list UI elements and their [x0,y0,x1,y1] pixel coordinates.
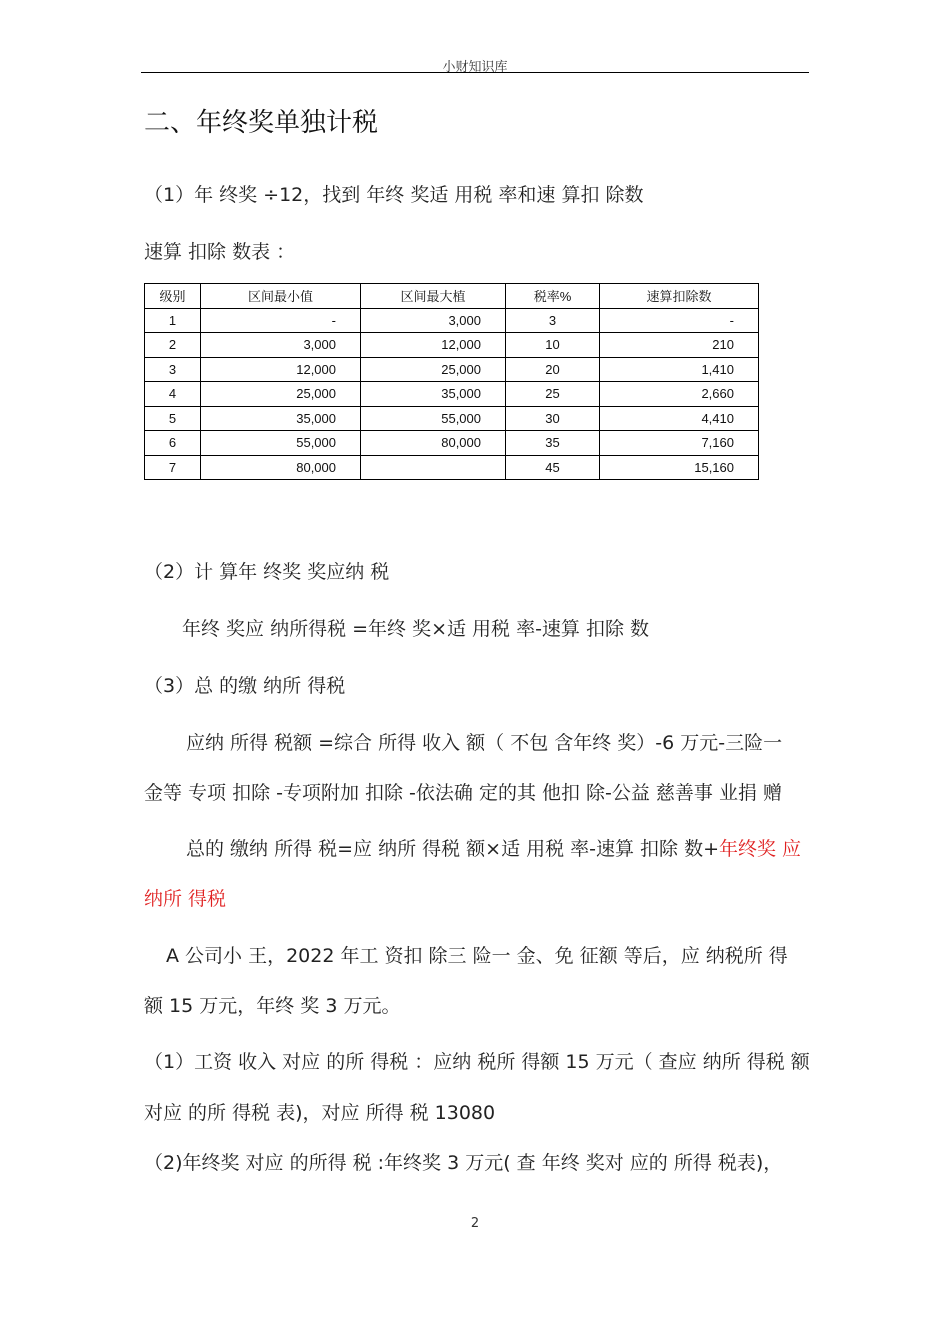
cell-quick-deduction: 1,410 [600,357,759,382]
table-row [145,431,759,456]
cell-range-min: 25,000 [201,382,361,407]
cell-tax-rate: 35 [506,431,600,456]
cell-range-max [361,455,506,480]
cell-level: 5 [145,406,201,431]
cell-level: 1 [145,308,201,333]
cell-range-max: 3,000 [361,308,506,333]
cell-quick-deduction: 2,660 [600,382,759,407]
example-step-1-line-1: （1）工资 收入 对应 的所 得税 ：应纳 税所 得额 15 万元（ 查应 纳所 得税 额 [144,1051,810,1073]
formula-total-tax-line-2: 纳所 得税 [144,888,227,910]
table-row [145,455,759,480]
step-1-text: （1）年 终奖 ÷12，找到 年终 奖适 用税 率和速 算扣 除数 [144,184,644,206]
quick-deduction-table [144,283,759,480]
cell-quick-deduction: 210 [600,333,759,358]
cell-tax-rate: 3 [506,308,600,333]
formula-taxable-income-line-1: 应纳 所得 税额 =综合 所得 收入 额（ 不包 含年终 奖）-6 万元-三险一 [186,732,783,754]
cell-range-min: 12,000 [201,357,361,382]
cell-tax-rate: 45 [506,455,600,480]
table-row [145,333,759,358]
table-row [145,382,759,407]
page-number: 2 [470,1216,480,1231]
table-header-row [145,284,759,309]
cell-range-min: 35,000 [201,406,361,431]
header-quick-deduction: 速算扣除数 [600,284,759,309]
cell-level: 3 [145,357,201,382]
cell-range-max: 25,000 [361,357,506,382]
cell-tax-rate: 10 [506,333,600,358]
cell-range-min: 55,000 [201,431,361,456]
section-title: 二、年终奖单独计税 [144,108,379,138]
cell-range-min: - [201,308,361,333]
example-step-2-line-1: （2)年终奖 对应 的所得 税 :年终奖 3 万元( 查 年终 奖对 应的 所得 税表)， [144,1152,783,1174]
example-intro-line-1: A 公司小 王，2022 年工 资扣 除三 险一 金、免 征额 等后，应 纳税所 得 [166,945,788,967]
formula-total-tax-line-1 [186,834,801,861]
header-divider [141,72,809,73]
cell-range-max: 80,000 [361,431,506,456]
table-row [145,357,759,382]
cell-range-max: 12,000 [361,333,506,358]
cell-quick-deduction: 15,160 [600,455,759,480]
cell-range-min: 3,000 [201,333,361,358]
header-range-min: 区间最小值 [201,284,361,309]
cell-range-max: 35,000 [361,382,506,407]
header-tax-rate: 税率% [506,284,600,309]
formula-taxable-income-line-2: 金等 专项 扣除 -专项附加 扣除 -依法确 定的其 他扣 除-公益 慈善事 业捐 赠 [144,782,783,804]
table-caption: 速算 扣除 数表 ： [144,241,296,263]
cell-range-min: 80,000 [201,455,361,480]
table-row [145,406,759,431]
cell-range-max: 55,000 [361,406,506,431]
cell-level: 2 [145,333,201,358]
formula-total-tax-red-part: 年终奖 应 [719,838,802,860]
cell-quick-deduction: 4,410 [600,406,759,431]
example-step-1-line-2: 对应 的所 得税 表)，对应 所得 税 13080 [144,1102,496,1124]
step-3-text: （3）总 的缴 纳所 得税 [144,675,346,697]
cell-level: 4 [145,382,201,407]
cell-tax-rate: 25 [506,382,600,407]
page-header: 小财知识库 [442,60,508,75]
header-range-max: 区间最大植 [361,284,506,309]
formula-year-end-bonus-tax: 年终 奖应 纳所得税 =年终 奖×适 用税 率-速算 扣除 数 [182,618,650,640]
cell-level: 7 [145,455,201,480]
step-2-text: （2）计 算年 终奖 奖应纳 税 [144,561,390,583]
cell-quick-deduction: 7,160 [600,431,759,456]
cell-level: 6 [145,431,201,456]
cell-quick-deduction: - [600,308,759,333]
cell-tax-rate: 30 [506,406,600,431]
cell-tax-rate: 20 [506,357,600,382]
table-row [145,308,759,333]
header-level: 级别 [145,284,201,309]
formula-total-tax-black-part: 总的 缴纳 所得 税=应 纳所 得税 额×适 用税 率-速算 扣除 数+ [186,838,720,860]
example-intro-line-2: 额 15 万元，年终 奖 3 万元。 [144,995,401,1017]
